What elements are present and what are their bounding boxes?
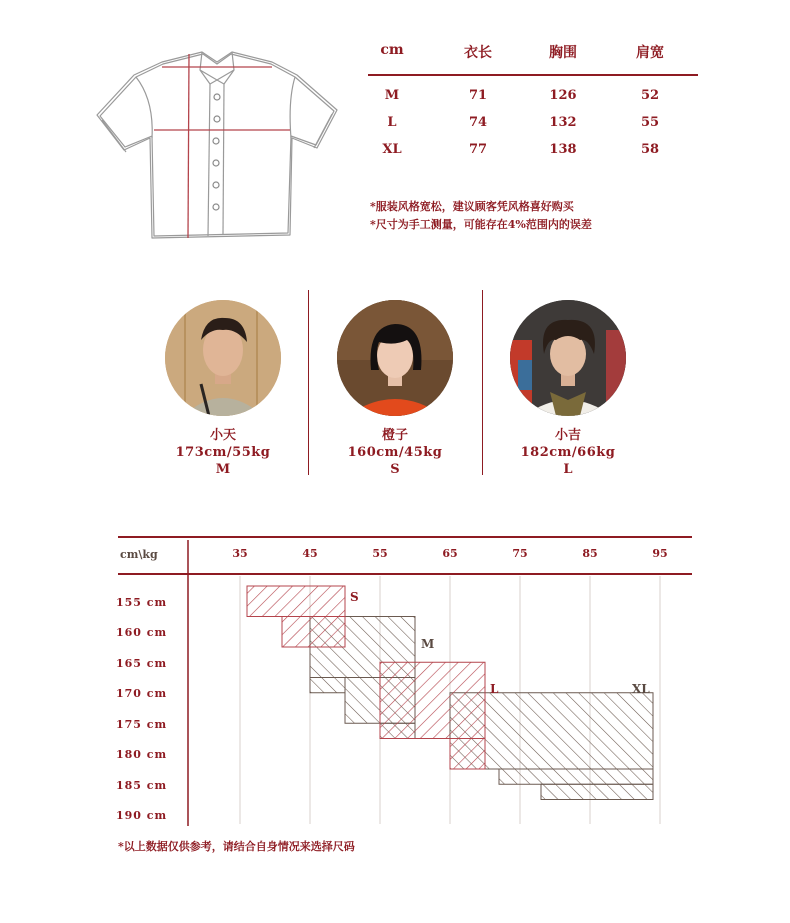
weight-tick: 85	[582, 547, 598, 560]
weight-tick: 65	[442, 547, 458, 560]
size-note-fit: *服装风格宽松，建议顾客凭风格喜好购买	[370, 200, 574, 213]
size-label-m: M	[421, 637, 435, 651]
shoulder-cell: 52	[640, 88, 660, 103]
size-region-s	[247, 586, 345, 617]
model-stats: 173cm/55kg	[175, 445, 271, 460]
size-note-tolerance: *尺寸为手工测量，可能存在4%范围内的误差	[370, 218, 592, 231]
model-size: S	[390, 462, 400, 477]
length-cell: 71	[468, 88, 488, 103]
weight-tick: 35	[232, 547, 248, 560]
model-size: L	[563, 462, 573, 477]
chest-cell: 132	[549, 115, 577, 130]
size-region-xl	[499, 769, 653, 784]
height-tick: 160 cm	[116, 626, 168, 639]
height-tick: 185 cm	[116, 779, 168, 792]
model-name: 小吉	[554, 428, 581, 443]
size-cell: M	[384, 88, 400, 103]
model-name: 小天	[209, 428, 236, 443]
height-tick: 180 cm	[116, 748, 168, 761]
weight-tick: 95	[652, 547, 668, 560]
size-label-s: S	[350, 590, 359, 604]
weight-tick: 55	[372, 547, 388, 560]
size-region-s	[282, 617, 345, 648]
model-name: 橙子	[381, 428, 408, 443]
size-table-header-chest: 胸围	[549, 45, 577, 61]
size-region-m	[310, 678, 345, 693]
size-label-xl: XL	[632, 682, 650, 696]
shoulder-cell: 55	[640, 115, 660, 130]
height-tick: 170 cm	[116, 687, 168, 700]
size-region-l	[450, 739, 485, 770]
length-cell: 74	[468, 115, 488, 130]
height-tick: 175 cm	[116, 718, 168, 731]
weight-tick: 45	[302, 547, 318, 560]
chest-cell: 126	[549, 88, 577, 103]
model-size: M	[215, 462, 231, 477]
height-tick: 155 cm	[116, 596, 168, 609]
chest-cell: 138	[549, 142, 577, 157]
model-stats: 160cm/45kg	[347, 445, 443, 460]
weight-tick: 75	[512, 547, 528, 560]
size-table-header-length: 衣长	[464, 45, 492, 61]
chart-footnote: *以上数据仅供参考，请结合自身情况来选择尺码	[118, 840, 355, 853]
size-region-l	[380, 662, 485, 738]
height-tick: 165 cm	[116, 657, 168, 670]
size-cell: L	[387, 115, 397, 130]
length-cell: 77	[468, 142, 488, 157]
size-table-header-shoulder: 肩宽	[636, 45, 664, 61]
size-label-l: L	[490, 682, 499, 696]
shoulder-cell: 58	[640, 142, 660, 157]
chart-corner-label: cm\kg	[120, 548, 158, 561]
height-tick: 190 cm	[116, 809, 168, 822]
model-stats: 182cm/66kg	[520, 445, 616, 460]
size-table-header-unit: cm	[380, 42, 404, 58]
size-region-xl	[541, 784, 653, 799]
size-cell: XL	[382, 142, 402, 157]
